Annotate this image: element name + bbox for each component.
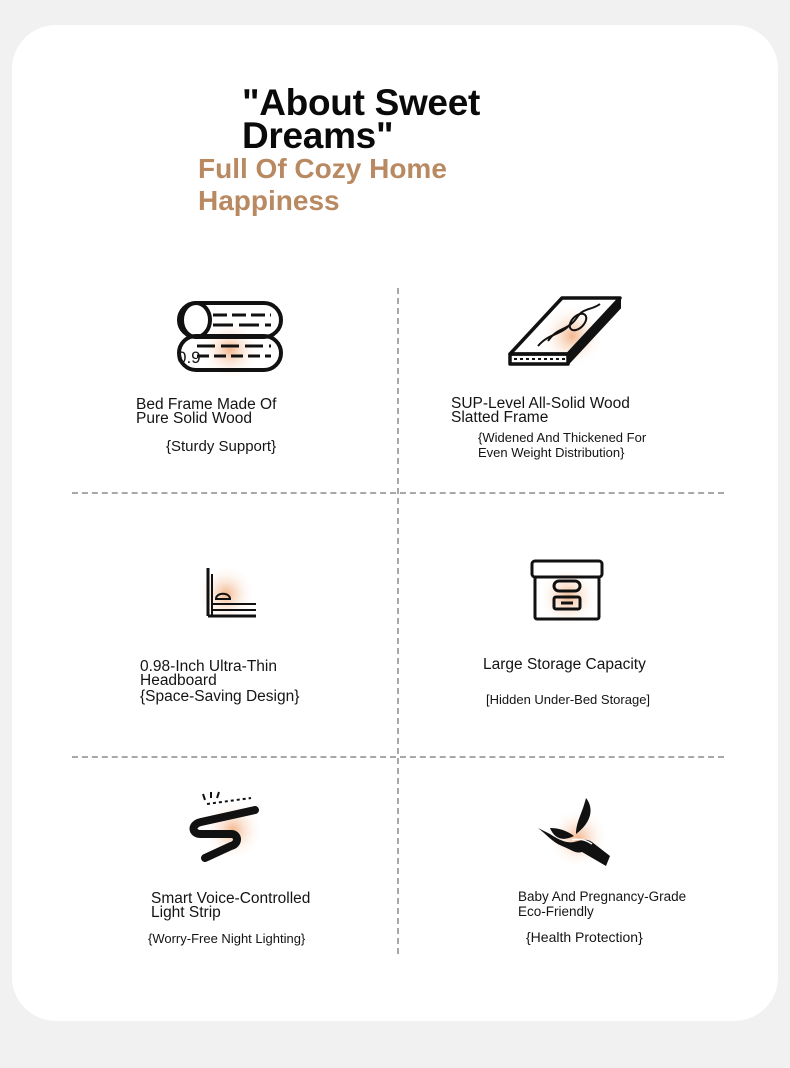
vertical-divider <box>397 288 399 954</box>
feature-6-subtitle: {Health Protection} <box>526 929 643 945</box>
wood-plank-icon <box>508 296 624 368</box>
feature-4-title: Large Storage Capacity <box>483 656 646 673</box>
feature-1-subtitle: {Sturdy Support} <box>166 438 277 455</box>
leaf-hand-icon <box>536 794 616 870</box>
feature-5-title: Smart Voice-Controlled Light Strip <box>151 890 311 921</box>
feature-2-subtitle: {Widened And Thickened For Even Weight Distribution} <box>478 430 647 460</box>
storage-box-icon <box>530 559 606 627</box>
feature-3-subtitle: {Space-Saving Design} <box>140 688 300 705</box>
feature-6-title: Baby And Pregnancy-Grade Eco-Friendly <box>518 889 687 919</box>
thin-headboard-icon <box>196 566 262 624</box>
feature-5-subtitle: {Worry-Free Night Lighting} <box>148 931 306 946</box>
horizontal-divider-1 <box>72 492 724 494</box>
page-subtitle: Full Of Cozy Home Happiness <box>198 153 447 216</box>
horizontal-divider-2 <box>72 756 724 758</box>
feature-1-title: Bed Frame Made Of Pure Solid Wood <box>136 396 277 427</box>
light-strip-icon <box>185 790 267 866</box>
feature-4-subtitle: [Hidden Under-Bed Storage] <box>486 692 651 707</box>
icon-overlay-text: 0.9 <box>177 348 201 367</box>
feature-2-title: SUP-Level All-Solid Wood Slatted Frame <box>451 395 630 426</box>
feature-3-title: 0.98-Inch Ultra-Thin Headboard <box>140 658 277 689</box>
page-title: "About Sweet Dreams" <box>242 82 481 156</box>
